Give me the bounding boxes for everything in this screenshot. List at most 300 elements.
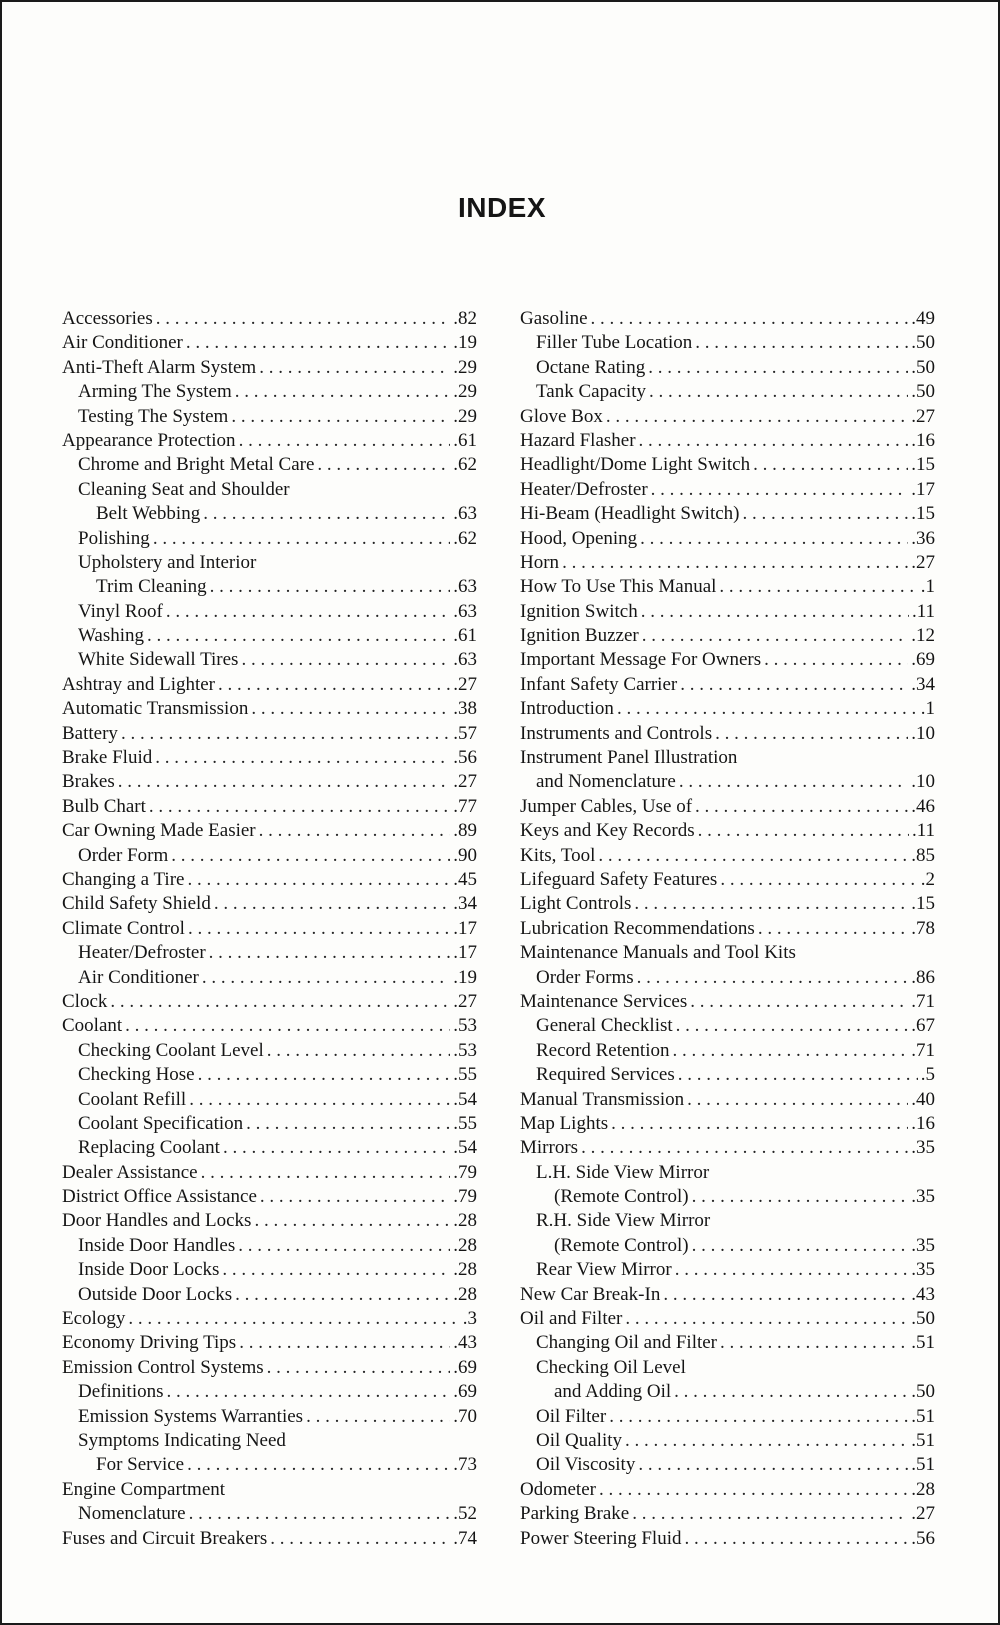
index-entry: [62, 917, 477, 941]
dot-leader: [267, 1039, 451, 1063]
dot-leader: [639, 429, 909, 453]
index-entry: [520, 1161, 935, 1185]
index-entry-label: Map Lights: [520, 1112, 609, 1134]
index-entry: [62, 1039, 477, 1063]
index-entry-label: Dealer Assistance: [62, 1161, 198, 1183]
index-entry: [520, 990, 935, 1014]
dot-leader: [638, 1453, 908, 1477]
index-entry-label: Brakes: [62, 771, 115, 793]
dot-leader: [231, 405, 450, 429]
index-entry-page: .67: [911, 1015, 935, 1037]
index-entry: [520, 868, 935, 892]
index-entry-page: .34: [453, 893, 477, 915]
index-entry: [62, 405, 477, 429]
index-column-left: [62, 307, 477, 1551]
index-entry-page: .79: [453, 1186, 477, 1208]
index-entry-label: Symptoms Indicating Need: [78, 1429, 286, 1451]
index-entry: [520, 1258, 935, 1282]
index-entry-label: Emission Control Systems: [62, 1356, 264, 1378]
dot-leader: [678, 1063, 918, 1087]
index-entry-label: Lifeguard Safety Features: [520, 868, 718, 890]
index-entry-page: .73: [453, 1454, 477, 1476]
index-entry: [520, 429, 935, 453]
dot-leader: [306, 1405, 450, 1429]
index-entry-page: .19: [453, 966, 477, 988]
index-entry-page: .53: [453, 1039, 477, 1061]
index-entry: [520, 648, 935, 672]
dot-leader: [625, 1307, 908, 1331]
index-entry: [62, 819, 477, 843]
index-entry: [520, 1307, 935, 1331]
dot-leader: [651, 478, 909, 502]
index-entry-page: .43: [453, 1332, 477, 1354]
index-entry: [62, 722, 477, 746]
index-entry-page: .1: [920, 698, 935, 720]
index-entry-label: Maintenance Services: [520, 990, 688, 1012]
index-entry: [520, 795, 935, 819]
index-entry: [62, 380, 477, 404]
index-entry-label: Outside Door Locks: [78, 1283, 233, 1305]
dot-leader: [715, 722, 908, 746]
index-entry: [62, 575, 477, 599]
index-entry: [520, 1209, 935, 1233]
index-entry-page: .85: [911, 844, 935, 866]
index-entry-label: Battery: [62, 722, 118, 744]
dot-leader: [673, 1039, 909, 1063]
index-entry-page: .27: [453, 673, 477, 695]
index-entry: [520, 551, 935, 575]
index-entry-label: Order Forms: [536, 966, 634, 988]
index-entry-label: Cleaning Seat and Shoulder: [78, 478, 290, 500]
index-entry-page: .74: [453, 1527, 477, 1549]
index-entry-label: Coolant Specification: [78, 1112, 244, 1134]
index-entry: [62, 1405, 477, 1429]
index-entry-page: .53: [453, 1015, 477, 1037]
dot-leader: [147, 624, 450, 648]
index-entry: [520, 844, 935, 868]
index-entry-label: Air Conditioner: [62, 332, 183, 354]
dot-leader: [640, 527, 908, 551]
index-entry-page: .27: [453, 771, 477, 793]
index-entry-label: Light Controls: [520, 893, 632, 915]
dot-leader: [235, 380, 450, 404]
index-entry: [62, 1527, 477, 1551]
dot-leader: [598, 844, 908, 868]
index-entry: [520, 819, 935, 843]
index-entry-page: .56: [453, 747, 477, 769]
index-entry: [62, 795, 477, 819]
index-entry: [62, 1283, 477, 1307]
dot-leader: [676, 1014, 909, 1038]
dot-leader: [149, 795, 450, 819]
index-entry-page: .69: [453, 1356, 477, 1378]
index-entry-page: .17: [453, 917, 477, 939]
index-entry-page: .43: [911, 1283, 935, 1305]
index-entry: [520, 453, 935, 477]
index-entry-label: Ecology: [62, 1308, 126, 1330]
index-entry-page: .28: [911, 1478, 935, 1500]
dot-leader: [260, 1185, 450, 1209]
index-entry-label: Checking Oil Level: [536, 1356, 686, 1378]
index-entry: [62, 1429, 477, 1453]
index-entry-label: Jumper Cables, Use of: [520, 795, 693, 817]
index-entry-label: Horn: [520, 551, 560, 573]
dot-leader: [719, 575, 917, 599]
index-entry-label: Rear View Mirror: [536, 1259, 672, 1281]
index-entry-label: (Remote Control): [554, 1234, 689, 1256]
index-entry-label: How To Use This Manual: [520, 576, 717, 598]
index-entry: [62, 1185, 477, 1209]
index-entry: [62, 478, 477, 502]
dot-leader: [642, 624, 909, 648]
index-entry: [520, 1014, 935, 1038]
index-entry-label: (Remote Control): [554, 1186, 689, 1208]
index-entry: [62, 770, 477, 794]
dot-leader: [155, 746, 450, 770]
dot-leader: [753, 453, 908, 477]
index-entry-page: .29: [453, 356, 477, 378]
dot-leader: [663, 1283, 908, 1307]
index-entry: [62, 844, 477, 868]
dot-leader: [186, 331, 450, 355]
index-entry: [520, 1136, 935, 1160]
index-entry-page: .11: [911, 820, 935, 842]
dot-leader: [171, 844, 450, 868]
dot-leader: [259, 819, 451, 843]
index-entry-label: Checking Coolant Level: [78, 1039, 264, 1061]
index-entry-page: .36: [911, 527, 935, 549]
dot-leader: [611, 1112, 908, 1136]
index-entry: [62, 1380, 477, 1404]
index-entry-label: Nomenclature: [78, 1503, 186, 1525]
index-entry-page: .70: [453, 1405, 477, 1427]
dot-leader: [223, 1136, 450, 1160]
dot-leader: [695, 331, 908, 355]
index-entry-label: Vinyl Roof: [78, 600, 163, 622]
index-entry: [520, 966, 935, 990]
index-entry-label: Glove Box: [520, 405, 603, 427]
dot-leader: [649, 380, 908, 404]
index-entry-label: Appearance Protection: [62, 429, 236, 451]
index-entry-label: Chrome and Bright Metal Care: [78, 454, 315, 476]
index-entry: [520, 1331, 935, 1355]
index-entry-page: .54: [453, 1088, 477, 1110]
dot-leader: [675, 1258, 909, 1282]
index-entry-label: Important Message For Owners: [520, 649, 762, 671]
index-entry-label: Changing Oil and Filter: [536, 1332, 718, 1354]
dot-leader: [267, 1356, 451, 1380]
index-entry: [62, 600, 477, 624]
index-entry-label: Headlight/Dome Light Switch: [520, 454, 751, 476]
index-entry: [62, 502, 477, 526]
index-entry-page: .90: [453, 844, 477, 866]
dot-leader: [698, 819, 909, 843]
index-entry: [520, 356, 935, 380]
index-entry-label: Bulb Chart: [62, 795, 146, 817]
index-entry-label: District Office Assistance: [62, 1186, 257, 1208]
index-entry: [62, 1453, 477, 1477]
index-entry: [520, 502, 935, 526]
index-entry-page: .27: [453, 990, 477, 1012]
index-entry-label: Manual Transmission: [520, 1088, 685, 1110]
index-entry-label: Ashtray and Lighter: [62, 673, 216, 695]
index-entry-page: .17: [911, 478, 935, 500]
index-entry-page: .51: [911, 1405, 935, 1427]
index-entry-page: .69: [911, 649, 935, 671]
index-entry-page: .28: [453, 1210, 477, 1232]
index-entry: [520, 722, 935, 746]
dot-leader: [156, 307, 451, 331]
dot-leader: [153, 527, 450, 551]
dot-leader: [118, 770, 450, 794]
index-entry-label: and Adding Oil: [554, 1381, 672, 1403]
index-entry: [62, 1209, 477, 1233]
index-entry-label: Keys and Key Records: [520, 820, 695, 842]
index-entry: [62, 892, 477, 916]
index-entry-label: Definitions: [78, 1381, 164, 1403]
index-entry-label: Required Services: [536, 1064, 675, 1086]
index-entry-label: Tank Capacity: [536, 381, 646, 403]
dot-leader: [680, 673, 908, 697]
index-entry: [520, 1380, 935, 1404]
index-entry-label: Order Form: [78, 844, 169, 866]
index-entry: [520, 1502, 935, 1526]
index-entry: [520, 1112, 935, 1136]
index-entry: [520, 575, 935, 599]
index-entry-page: .28: [453, 1259, 477, 1281]
index-entry: [62, 1258, 477, 1282]
index-entry-page: .50: [911, 356, 935, 378]
index-entry: [520, 1283, 935, 1307]
index-entry: [520, 478, 935, 502]
dot-leader: [121, 722, 450, 746]
dot-leader: [235, 1283, 450, 1307]
index-entry-label: Economy Driving Tips: [62, 1332, 237, 1354]
index-entry: [62, 356, 477, 380]
index-entry: [520, 600, 935, 624]
index-entry: [520, 1527, 935, 1551]
index-entry-page: .78: [911, 917, 935, 939]
dot-leader: [674, 1380, 908, 1404]
index-entry-page: .63: [453, 649, 477, 671]
index-entry: [62, 429, 477, 453]
index-entry-page: .15: [911, 893, 935, 915]
index-entry-label: Upholstery and Interior: [78, 551, 257, 573]
index-entry-label: Oil and Filter: [520, 1308, 623, 1330]
dot-leader: [609, 1405, 908, 1429]
index-entry: [520, 941, 935, 965]
index-entry-label: Car Owning Made Easier: [62, 820, 256, 842]
dot-leader: [210, 575, 451, 599]
index-entry-label: Instruments and Controls: [520, 722, 713, 744]
index-entry: [62, 1063, 477, 1087]
index-entry-label: Instrument Panel Illustration: [520, 747, 738, 769]
index-entry-label: Trim Cleaning: [96, 576, 207, 598]
index-entry-page: .52: [453, 1503, 477, 1525]
index-entry: [520, 917, 935, 941]
index-entry: [520, 624, 935, 648]
index-entry: [520, 697, 935, 721]
index-entry-label: Testing The System: [78, 405, 229, 427]
index-entry: [62, 746, 477, 770]
index-entry: [62, 307, 477, 331]
dot-leader: [679, 770, 908, 794]
index-entry-page: .2: [920, 868, 935, 890]
index-entry: [62, 1112, 477, 1136]
index-entry-page: .49: [911, 308, 935, 329]
index-entry-label: Oil Viscosity: [536, 1454, 636, 1476]
index-entry-label: Hi-Beam (Headlight Switch): [520, 503, 740, 525]
index-entry: [520, 1234, 935, 1258]
dot-leader: [720, 1331, 908, 1355]
index-entry: [520, 770, 935, 794]
index-entry-label: Automatic Transmission: [62, 698, 249, 720]
index-entry-label: Hood, Opening: [520, 527, 638, 549]
dot-leader: [209, 941, 451, 965]
index-entry: [62, 1161, 477, 1185]
index-entry-label: Gasoline: [520, 308, 588, 329]
dot-leader: [201, 1161, 451, 1185]
index-entry-page: .54: [453, 1137, 477, 1159]
index-entry-page: .62: [453, 454, 477, 476]
index-entry-label: Inside Door Handles: [78, 1234, 236, 1256]
index-entry-page: .71: [911, 1039, 935, 1061]
index-entry-page: .17: [453, 942, 477, 964]
index-entry: [62, 551, 477, 575]
index-entry-label: Changing a Tire: [62, 868, 185, 890]
index-entry: [62, 648, 477, 672]
index-entry-page: .89: [453, 820, 477, 842]
index-entry-label: Anti-Theft Alarm System: [62, 356, 257, 378]
index-entry: [62, 1478, 477, 1502]
index-entry-page: .45: [453, 868, 477, 890]
index-entry-label: Clock: [62, 990, 108, 1012]
index-entry-label: Inside Door Locks: [78, 1259, 220, 1281]
index-entry-label: Belt Webbing: [96, 503, 201, 525]
index-entry-label: Washing: [78, 625, 145, 647]
dot-leader: [125, 1014, 450, 1038]
index-entry-label: Ignition Buzzer: [520, 625, 639, 647]
index-entry-page: .27: [911, 1503, 935, 1525]
index-entry: [520, 527, 935, 551]
index-entry: [520, 1453, 935, 1477]
dot-leader: [187, 1453, 450, 1477]
dot-leader: [632, 1502, 908, 1526]
index-entry-page: .29: [453, 405, 477, 427]
index-entry-page: .51: [911, 1454, 935, 1476]
index-entry-page: .16: [911, 429, 935, 451]
index-entry-page: .63: [453, 503, 477, 525]
index-entry-label: Heater/Defroster: [520, 478, 648, 500]
index-entry-page: .15: [911, 503, 935, 525]
index-entry: [520, 331, 935, 355]
index-entry-label: L.H. Side View Mirror: [536, 1161, 710, 1183]
index-entry-label: Fuses and Circuit Breakers: [62, 1527, 268, 1549]
dot-leader: [198, 1063, 451, 1087]
dot-leader: [110, 990, 450, 1014]
index-entry: [520, 380, 935, 404]
index-entry-page: .77: [453, 795, 477, 817]
index-entry-label: Mirrors: [520, 1137, 579, 1159]
index-entry: [62, 1331, 477, 1355]
index-entry: [520, 746, 935, 770]
index-entry: [62, 966, 477, 990]
index-entry-page: .34: [911, 673, 935, 695]
dot-leader: [241, 648, 450, 672]
dot-leader: [690, 990, 908, 1014]
dot-leader: [239, 429, 451, 453]
index-entry: [62, 624, 477, 648]
index-entry: [62, 941, 477, 965]
dot-leader: [648, 356, 908, 380]
index-entry-page: .79: [453, 1161, 477, 1183]
index-entry: [62, 697, 477, 721]
dot-leader: [634, 892, 908, 916]
index-entry-label: Heater/Defroster: [78, 942, 206, 964]
dot-leader: [692, 1234, 909, 1258]
index-entry-page: .51: [911, 1332, 935, 1354]
index-entry-label: Coolant: [62, 1015, 123, 1037]
index-entry-page: .63: [453, 600, 477, 622]
index-entry: [62, 1502, 477, 1526]
dot-leader: [720, 868, 917, 892]
index-entry-label: Oil Quality: [536, 1429, 623, 1451]
index-entry-label: Replacing Coolant: [78, 1137, 220, 1159]
index-entry: [520, 1039, 935, 1063]
dot-leader: [743, 502, 909, 526]
index-entry-label: For Service: [96, 1454, 185, 1476]
index-entry-page: .28: [453, 1283, 477, 1305]
index-entry-label: Brake Fluid: [62, 747, 153, 769]
index-entry-label: New Car Break-In: [520, 1283, 661, 1305]
dot-leader: [251, 697, 450, 721]
dot-leader: [641, 600, 909, 624]
index-entry-label: Record Retention: [536, 1039, 670, 1061]
index-entry-label: Ignition Switch: [520, 600, 638, 622]
index-entry: [62, 1088, 477, 1112]
dot-leader: [187, 868, 450, 892]
index-entry: [62, 1014, 477, 1038]
index-entry-page: .71: [911, 990, 935, 1012]
index-entry-label: White Sidewall Tires: [78, 649, 239, 671]
dot-leader: [606, 405, 908, 429]
index-entry: [520, 673, 935, 697]
index-entry-page: .46: [911, 795, 935, 817]
index-entry-label: Air Conditioner: [78, 966, 199, 988]
index-entry: [520, 1063, 935, 1087]
dot-leader: [317, 453, 450, 477]
index-entry-label: Infant Safety Carrier: [520, 673, 678, 695]
index-entry: [62, 527, 477, 551]
page-title: INDEX: [457, 192, 547, 223]
index-entry-label: Coolant Refill: [78, 1088, 187, 1110]
index-entry-page: .35: [911, 1137, 935, 1159]
index-entry-page: .50: [911, 381, 935, 403]
index-entry: [520, 1185, 935, 1209]
index-entry-label: Door Handles and Locks: [62, 1210, 252, 1232]
dot-leader: [687, 1088, 908, 1112]
index-entry: [520, 405, 935, 429]
index-entry-page: .10: [911, 722, 935, 744]
index-entry-page: .35: [911, 1259, 935, 1281]
dot-leader: [218, 673, 450, 697]
index-entry-page: .27: [911, 405, 935, 427]
index-entry-label: Filler Tube Location: [536, 332, 693, 354]
index-entry-label: R.H. Side View Mirror: [536, 1210, 711, 1232]
dot-leader: [599, 1478, 908, 1502]
index-entry: [62, 453, 477, 477]
index-entry-label: Power Steering Fluid: [520, 1527, 682, 1549]
